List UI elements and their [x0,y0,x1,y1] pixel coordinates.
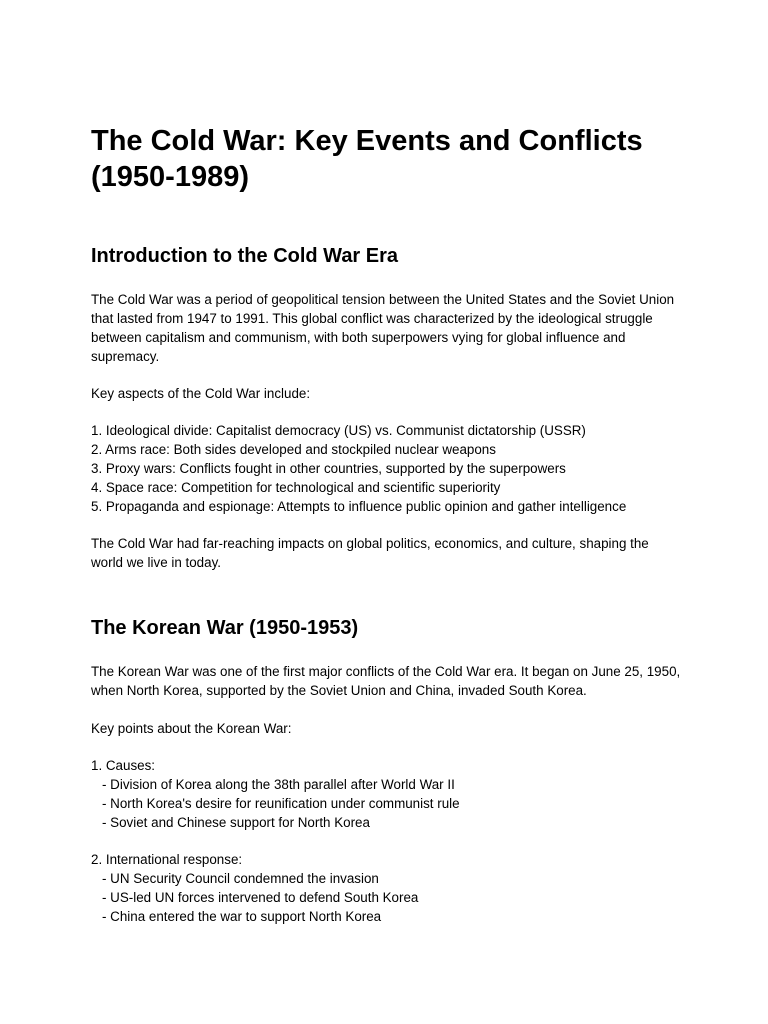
intro-conclusion: The Cold War had far-reaching impacts on global politics, economics, and culture, shaping the world we live in today. [91,536,649,570]
list-item: 2. Arms race: Both sides developed and stockpiled nuclear weapons [91,442,496,457]
list-item: - US-led UN forces intervened to defend South Korea [102,890,419,905]
section-heading-korea: The Korean War (1950-1953) [91,617,359,639]
list-item: 3. Proxy wars: Conflicts fought in other countries, supported by the superpowers [91,461,566,476]
causes-list [91,756,681,832]
list-item: 5. Propaganda and espionage: Attempts to influence public opinion and gather intelligence [91,499,627,514]
list-item: 4. Space race: Competition for technological and scientific superiority [91,480,501,495]
list-label: 2. International response: [91,852,243,867]
list-item: - North Korea's desire for reunification under communist rule [102,796,460,811]
list-item: - Soviet and Chinese support for North Korea [102,815,370,830]
response-list [91,850,681,926]
document-title: The Cold War: Key Events and Conflicts (1950-1989) [91,125,643,193]
list-item: 1. Ideological divide: Capitalist democracy (US) vs. Communist dictatorship (USSR) [91,423,586,438]
list-item: - UN Security Council condemned the invasion [102,871,379,886]
list-item: - Division of Korea along the 38th parallel after World War II [102,777,455,792]
korea-paragraph: The Korean War was one of the first major conflicts of the Cold War era. It began on June 25, 1950, when North Korea, supported by the Soviet Union and China, invaded South Korea. [91,664,681,698]
intro-paragraph: The Cold War was a period of geopolitical tension between the United States and the Soviet Union that lasted from 1947 to 1991. This global conflict was characterized by the ideological struggle between capitalism and communism, with both superpowers vying for global influence and supremacy. [91,292,675,364]
korea-points-intro: Key points about the Korean War: [91,721,292,736]
section-heading-intro: Introduction to the Cold War Era [91,245,399,267]
list-label: 1. Causes: [91,758,156,773]
aspects-intro: Key aspects of the Cold War include: [91,386,311,401]
list-item: - China entered the war to support North Korea [102,909,382,924]
aspects-list [91,421,681,516]
